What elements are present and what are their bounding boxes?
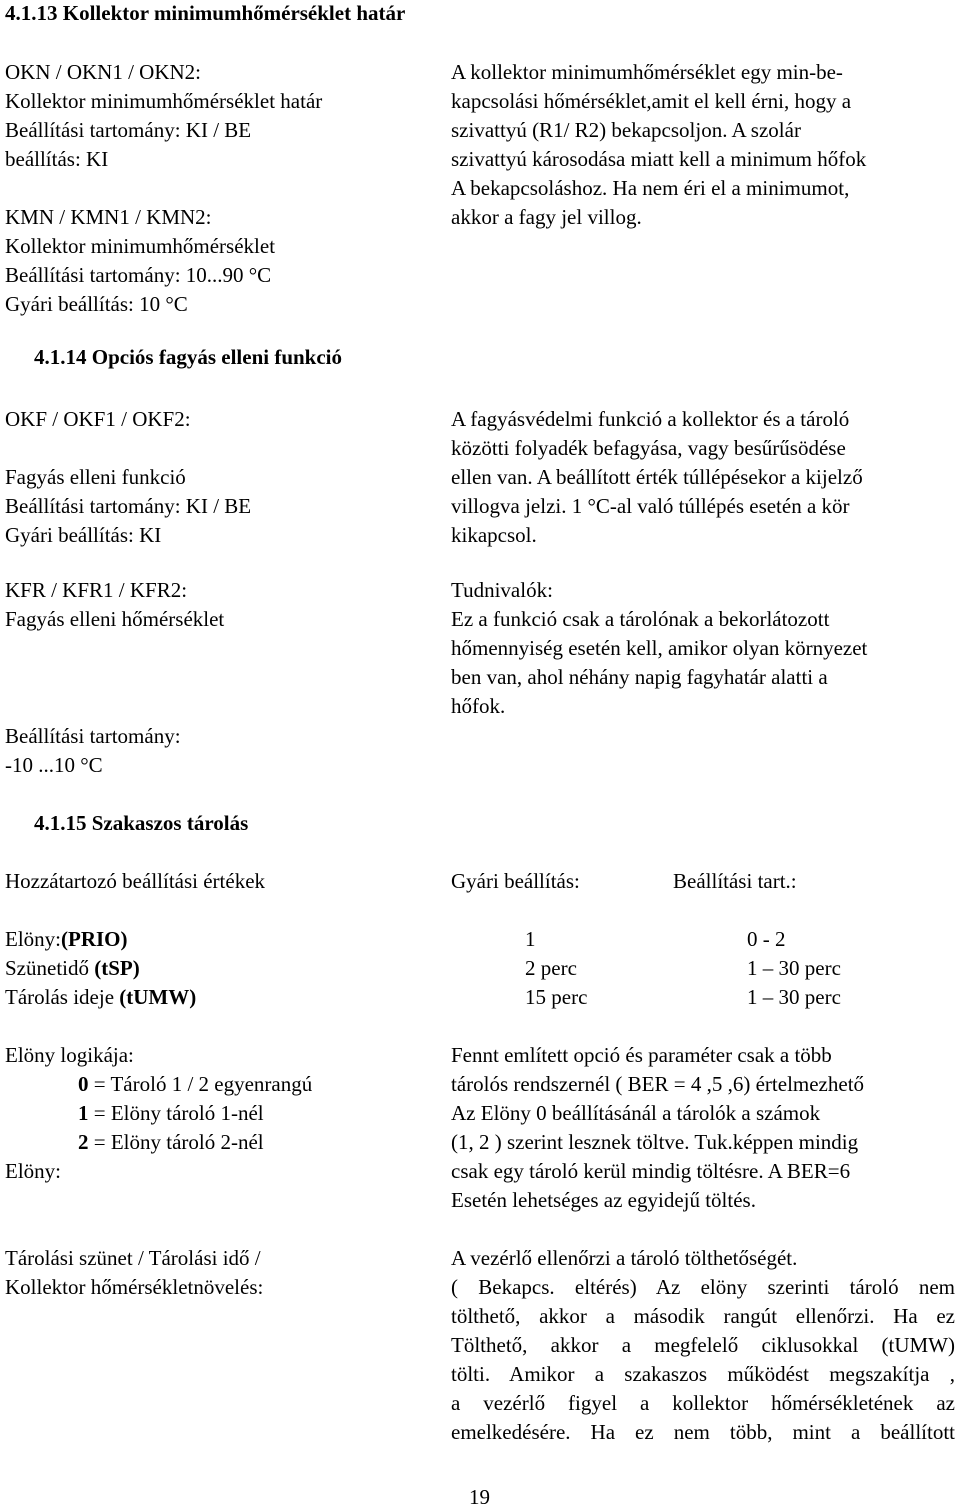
okn-line: beállítás: KI (5, 147, 109, 171)
param-factory-value: 1 (525, 927, 536, 951)
logic-num: 2 (78, 1130, 89, 1154)
desc-line: ellen van. A beállított érték túllépésekor a kijelző (451, 465, 863, 489)
okn-line: Beállítási tartomány: KI / BE (5, 118, 252, 142)
param-factory-value: 15 perc (525, 985, 588, 1009)
section-heading-4-1-15: 4.1.15 Szakaszos tárolás (34, 811, 249, 835)
desc-line: A kollektor minimumhőmérséklet egy min-be- (451, 60, 843, 84)
kfr-title: KFR / KFR1 / KFR2: (5, 578, 188, 602)
desc-line: csak egy tároló kerül mindig töltésre. A BER=6 (451, 1159, 851, 1183)
logic-item (78, 1070, 312, 1099)
desc-line: Fennt említett opció és paraméter csak a több (451, 1043, 832, 1067)
param-factory-value: 2 perc (525, 956, 577, 980)
sec13-description (451, 58, 866, 232)
logic-num: 0 (78, 1072, 89, 1096)
kmn-title: KMN / KMN1 / KMN2: (5, 205, 212, 229)
param-label: Elöny: (5, 927, 61, 951)
logic-text: = Elöny tároló 1-nél (88, 1101, 264, 1125)
desc-line: ( Bekapcs. eltérés) Az elöny szerinti tároló nem (451, 1275, 955, 1299)
desc-line: Esetén lehetséges az egyidejű töltés. (451, 1188, 756, 1212)
param-range-value: 1 – 30 perc (747, 985, 841, 1009)
logic-item (78, 1128, 264, 1157)
desc-line: Tölthető, akkor a megfelelő ciklusokkal (tUMW) (451, 1333, 955, 1357)
desc-line: kikapcsol. (451, 523, 537, 547)
kmn-line: Kollektor minimumhőmérséklet (5, 234, 276, 258)
desc-line: A bekapcsoláshoz. Ha nem éri el a minimumot, (451, 176, 850, 200)
param-row-tumw (5, 983, 196, 1012)
desc-line: tárolós rendszernél ( BER = 4 ,5 ,6) értelmezhető (451, 1072, 865, 1096)
notes-line: hőfok. (451, 694, 506, 718)
section-heading-4-1-14: 4.1.14 Opciós fagyás elleni funkció (34, 345, 343, 369)
pause-label (5, 1244, 263, 1302)
kmn-block (5, 203, 275, 319)
kfr-range (5, 722, 181, 780)
desc-line: a vezérlő figyel a kollektor hőmérsékletének az (451, 1391, 955, 1415)
param-range-value: 0 - 2 (747, 927, 786, 951)
kfr-block (5, 576, 224, 634)
col-header-factory: Gyári beállítás: (451, 869, 580, 893)
param-code: (PRIO) (61, 927, 128, 951)
col-header-range: Beállítási tart.: (673, 869, 797, 893)
desc-line: emelkedésére. Ha ez nem több, mint a beállított (451, 1420, 955, 1444)
range-value: -10 ...10 °C (5, 753, 103, 777)
pause-label-line: Tárolási szünet / Tárolási idő / (5, 1246, 261, 1270)
notes-line: hőmennyiség esetén kell, amikor olyan környezet (451, 636, 868, 660)
param-label: Szünetidő (5, 956, 95, 980)
kmn-line: Beállítási tartomány: 10...90 °C (5, 263, 272, 287)
param-code: (tUMW) (119, 985, 197, 1009)
desc-line: Az Elöny 0 beállításánál a tárolók a számok (451, 1101, 821, 1125)
logic-description (451, 1041, 864, 1215)
desc-line: tölti. Amikor a szakaszos működést megszakítja , (451, 1362, 955, 1386)
sec14-description (451, 405, 863, 550)
pause-description (451, 1244, 955, 1447)
param-row-prio (5, 925, 128, 954)
desc-line: szivattyú károsodása miatt kell a minimum hőfok (451, 147, 867, 171)
param-range-value: 1 – 30 perc (747, 956, 841, 980)
logic-title: Elöny logikája: (5, 1043, 134, 1067)
desc-line: akkor a fagy jel villog. (451, 205, 642, 229)
section-heading-4-1-13: 4.1.13 Kollektor minimumhőmérséklet határ (5, 1, 406, 25)
desc-line: szivattyú (R1/ R2) bekapcsoljon. A szolár (451, 118, 801, 142)
okf-title: OKF / OKF1 / OKF2: (5, 407, 191, 431)
range-label: Beállítási tartomány: (5, 724, 181, 748)
logic-item (78, 1099, 264, 1128)
pause-label-line: Kollektor hőmérsékletnövelés: (5, 1275, 264, 1299)
desc-line: (1, 2 ) szerint lesznek töltve. Tuk.képpen mindig (451, 1130, 859, 1154)
param-code: (tSP) (94, 956, 140, 980)
logic-num: 1 (78, 1101, 89, 1125)
notes-line: Ez a funkció csak a tárolónak a bekorlátozott (451, 607, 830, 631)
okf-line: Beállítási tartomány: KI / BE (5, 494, 252, 518)
okn-block (5, 58, 322, 174)
okf-line: Fagyás elleni funkció (5, 465, 186, 489)
logic-text: = Tároló 1 / 2 egyenrangú (88, 1072, 313, 1096)
okn-line: Kollektor minimumhőmérséklet határ (5, 89, 323, 113)
logic-text: = Elöny tároló 2-nél (88, 1130, 264, 1154)
desc-line: villogva jelzi. 1 °C-al való túllépés esetén a kör (451, 494, 850, 518)
desc-line: tölthető, akkor a második rangút ellenőrzi. Ha ez (451, 1304, 955, 1328)
okf-line: Gyári beállítás: KI (5, 523, 162, 547)
okf-block (5, 463, 251, 550)
col-header-settings: Hozzátartozó beállítási értékek (5, 869, 266, 893)
sec14-notes (451, 576, 867, 721)
param-label: Tárolás ideje (5, 985, 120, 1009)
kmn-line: Gyári beállítás: 10 °C (5, 292, 188, 316)
desc-line: kapcsolási hőmérséklet,amit el kell érni, hogy a (451, 89, 852, 113)
desc-line: A fagyásvédelmi funkció a kollektor és a tároló (451, 407, 850, 431)
okn-title: OKN / OKN1 / OKN2: (5, 60, 201, 84)
notes-line: ben van, ahol néhány napig fagyhatár alatti a (451, 665, 828, 689)
param-row-tsp (5, 954, 140, 983)
elony-label: Elöny: (5, 1159, 61, 1183)
kfr-line: Fagyás elleni hőmérséklet (5, 607, 225, 631)
page-number: 19 (469, 1485, 490, 1509)
desc-line: közötti folyadék befagyása, vagy besűrűsödése (451, 436, 846, 460)
notes-title: Tudnivalók: (451, 578, 553, 602)
desc-line: A vezérlő ellenőrzi a tároló tölthetőségét. (451, 1246, 798, 1270)
